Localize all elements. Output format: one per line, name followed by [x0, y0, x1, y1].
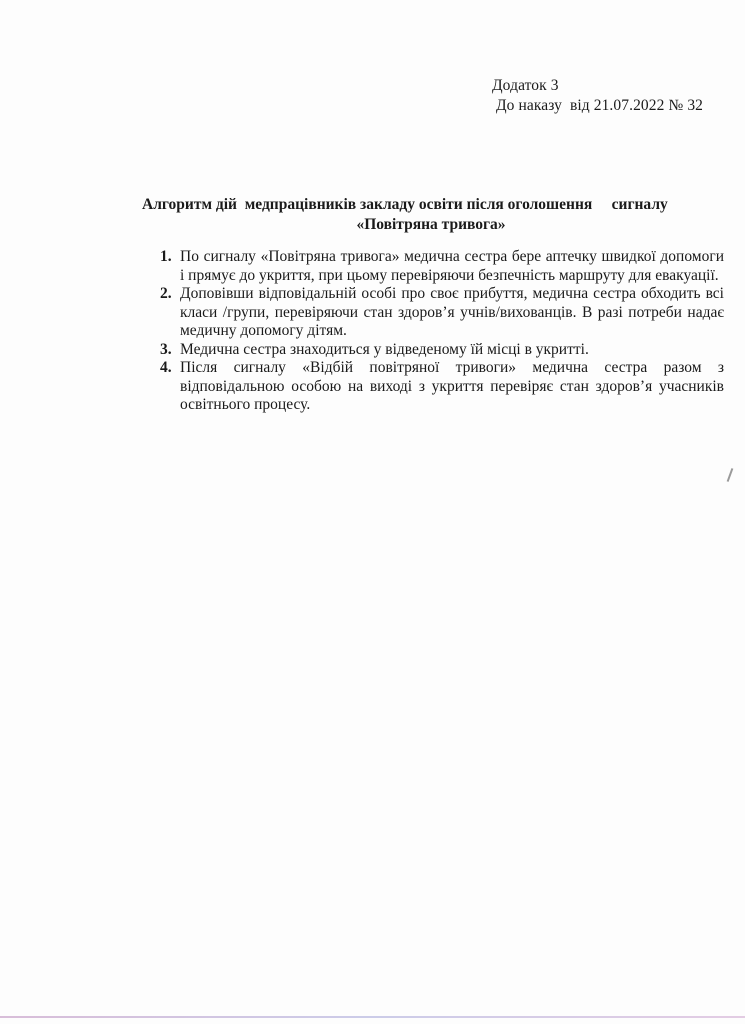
document-title — [136, 195, 726, 235]
order-reference: До наказу від 21.07.2022 № 32 — [496, 97, 704, 114]
steps-list — [150, 248, 724, 415]
step-text: Медична сестра знаходиться у відведеному їй місці в укритті. — [180, 340, 589, 358]
list-item — [150, 285, 724, 341]
step-number: 3. — [160, 340, 172, 358]
list-item — [150, 248, 724, 285]
appendix-number: Додаток 3 — [492, 77, 559, 94]
title-line-1: Алгоритм дій медпрацівників закладу освіти після оголошення сигналу — [142, 196, 668, 213]
step-number: 4. — [160, 359, 172, 376]
title-line-2: «Повітряна тривога» — [356, 216, 506, 233]
step-number: 1. — [160, 248, 172, 265]
list-item — [150, 359, 724, 415]
scan-artifact — [727, 468, 734, 482]
step-text: Доповівши відповідальній особі про своє прибуття, медична сестра обходить всі класи /групи, перевіряючи стан здоров’я учнів/вихованців. В разі потреби надає медичну допомогу дітям. — [180, 285, 724, 339]
step-text: По сигналу «Повітряна тривога» медична сестра бере аптечку швидкої допомоги і прямує до укриття, при цьому перевіряючи безпечність маршруту для евакуації. — [180, 248, 724, 284]
scan-edge — [0, 1016, 745, 1018]
step-number: 2. — [160, 285, 172, 302]
step-text: Після сигналу «Відбій повітряної тривоги» медична сестра разом з відповідальною особою на виході з укриття перевіряє стан здоров’я учасників освітнього процесу. — [180, 359, 724, 413]
appendix-header — [486, 76, 736, 116]
list-item — [150, 341, 724, 360]
